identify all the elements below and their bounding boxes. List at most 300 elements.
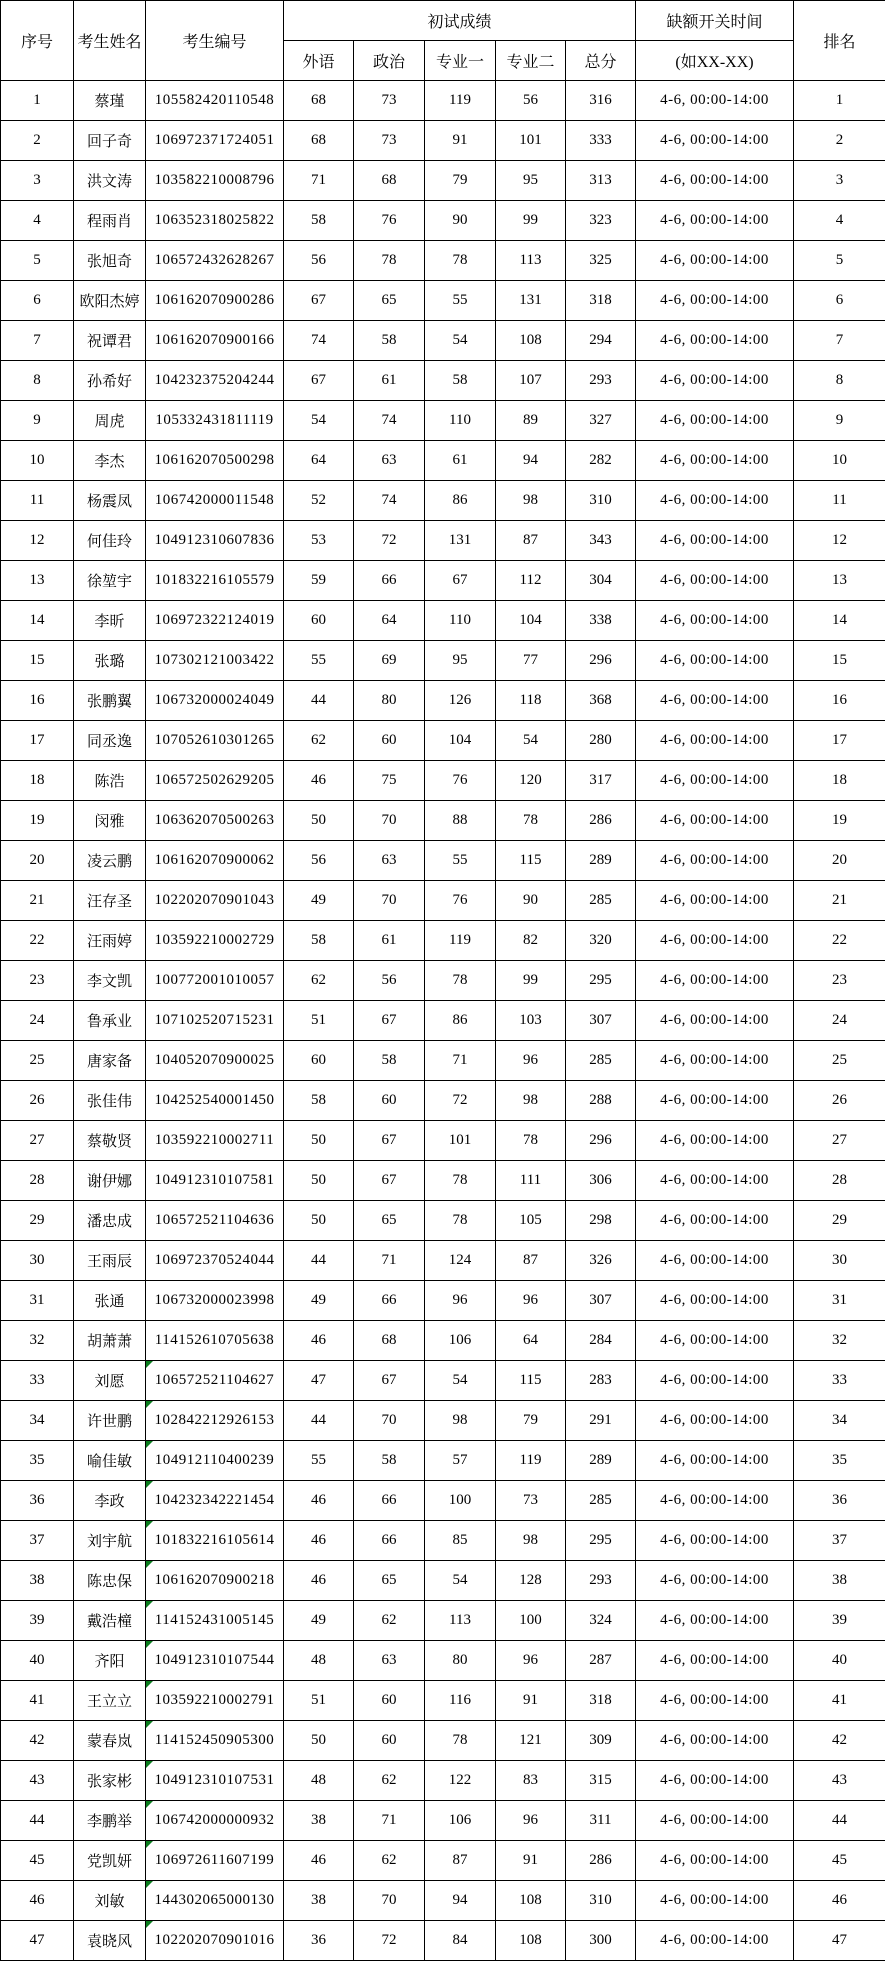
cell-total: 298 (566, 1201, 636, 1241)
cell-name: 闵雅 (74, 801, 146, 841)
cell-major1: 86 (425, 1001, 496, 1041)
cell-index: 3 (1, 161, 74, 201)
cell-name: 张璐 (74, 641, 146, 681)
cell-time: 4-6, 00:00-14:00 (636, 881, 794, 921)
cell-rank: 26 (794, 1081, 885, 1121)
cell-id: 106572432628267 (146, 241, 284, 281)
cell-id: 102202070901016 (146, 1921, 284, 1961)
cell-total: 316 (566, 81, 636, 121)
header-total: 总分 (566, 41, 636, 81)
cell-time: 4-6, 00:00-14:00 (636, 1841, 794, 1881)
cell-total: 295 (566, 1521, 636, 1561)
cell-id: 107302121003422 (146, 641, 284, 681)
cell-major1: 124 (425, 1241, 496, 1281)
cell-rank: 19 (794, 801, 885, 841)
cell-foreign: 49 (284, 1601, 354, 1641)
cell-rank: 33 (794, 1361, 885, 1401)
header-major-2: 专业二 (496, 41, 566, 81)
cell-rank: 7 (794, 321, 885, 361)
cell-name: 欧阳杰婷 (74, 281, 146, 321)
cell-index: 44 (1, 1801, 74, 1841)
cell-major2: 99 (496, 961, 566, 1001)
cell-id: 100772001010057 (146, 961, 284, 1001)
cell-index: 40 (1, 1641, 74, 1681)
cell-rank: 8 (794, 361, 885, 401)
cell-politics: 65 (354, 281, 425, 321)
cell-name: 汪雨婷 (74, 921, 146, 961)
cell-name: 何佳玲 (74, 521, 146, 561)
cell-total: 311 (566, 1801, 636, 1841)
header-row-1 (1, 1, 885, 41)
table-row (1, 761, 885, 801)
cell-politics: 62 (354, 1601, 425, 1641)
table-row (1, 1361, 885, 1401)
cell-rank: 28 (794, 1161, 885, 1201)
cell-rank: 37 (794, 1521, 885, 1561)
cell-id: 106162070900166 (146, 321, 284, 361)
cell-rank: 41 (794, 1681, 885, 1721)
header-major-1: 专业一 (425, 41, 496, 81)
cell-rank: 34 (794, 1401, 885, 1441)
cell-id: 106972611607199 (146, 1841, 284, 1881)
cell-id: 101832216105579 (146, 561, 284, 601)
cell-major2: 96 (496, 1281, 566, 1321)
cell-politics: 60 (354, 1081, 425, 1121)
cell-id: 106572521104636 (146, 1201, 284, 1241)
cell-major1: 126 (425, 681, 496, 721)
cell-major2: 78 (496, 1121, 566, 1161)
cell-politics: 66 (354, 561, 425, 601)
cell-major1: 76 (425, 881, 496, 921)
cell-total: 310 (566, 1881, 636, 1921)
cell-foreign: 44 (284, 1401, 354, 1441)
table-row (1, 561, 885, 601)
cell-name: 杨震凤 (74, 481, 146, 521)
cell-time: 4-6, 00:00-14:00 (636, 121, 794, 161)
cell-total: 343 (566, 521, 636, 561)
cell-time: 4-6, 00:00-14:00 (636, 921, 794, 961)
cell-foreign: 67 (284, 281, 354, 321)
header-politics: 政治 (354, 41, 425, 81)
cell-name: 孙希好 (74, 361, 146, 401)
table-row (1, 481, 885, 521)
cell-time: 4-6, 00:00-14:00 (636, 1441, 794, 1481)
cell-id: 144302065000130 (146, 1881, 284, 1921)
cell-politics: 71 (354, 1241, 425, 1281)
cell-id: 103592210002791 (146, 1681, 284, 1721)
cell-politics: 65 (354, 1561, 425, 1601)
cell-index: 30 (1, 1241, 74, 1281)
cell-major1: 79 (425, 161, 496, 201)
cell-time: 4-6, 00:00-14:00 (636, 1001, 794, 1041)
cell-id: 114152610705638 (146, 1321, 284, 1361)
cell-id: 106742000011548 (146, 481, 284, 521)
cell-total: 318 (566, 1681, 636, 1721)
cell-major2: 73 (496, 1481, 566, 1521)
cell-politics: 67 (354, 1161, 425, 1201)
cell-total: 325 (566, 241, 636, 281)
cell-total: 286 (566, 1841, 636, 1881)
cell-major2: 101 (496, 121, 566, 161)
cell-time: 4-6, 00:00-14:00 (636, 1241, 794, 1281)
cell-index: 11 (1, 481, 74, 521)
cell-index: 22 (1, 921, 74, 961)
cell-name: 刘敏 (74, 1881, 146, 1921)
cell-politics: 78 (354, 241, 425, 281)
cell-index: 42 (1, 1721, 74, 1761)
cell-major2: 128 (496, 1561, 566, 1601)
cell-politics: 70 (354, 801, 425, 841)
cell-politics: 66 (354, 1281, 425, 1321)
cell-rank: 2 (794, 121, 885, 161)
cell-rank: 45 (794, 1841, 885, 1881)
table-row (1, 1321, 885, 1361)
cell-name: 张家彬 (74, 1761, 146, 1801)
cell-foreign: 74 (284, 321, 354, 361)
cell-major2: 107 (496, 361, 566, 401)
cell-major1: 78 (425, 241, 496, 281)
cell-id: 106972370524044 (146, 1241, 284, 1281)
cell-major2: 91 (496, 1841, 566, 1881)
cell-major2: 108 (496, 1921, 566, 1961)
cell-foreign: 46 (284, 1481, 354, 1521)
cell-total: 296 (566, 1121, 636, 1161)
cell-id: 105582420110548 (146, 81, 284, 121)
table-row (1, 1121, 885, 1161)
cell-corner-marker-icon (146, 1361, 153, 1368)
cell-corner-marker-icon (146, 1481, 153, 1488)
cell-name: 党凯妍 (74, 1841, 146, 1881)
cell-major2: 99 (496, 201, 566, 241)
cell-name: 回子奇 (74, 121, 146, 161)
cell-corner-marker-icon (146, 1921, 153, 1928)
cell-politics: 76 (354, 201, 425, 241)
cell-total: 313 (566, 161, 636, 201)
cell-major2: 115 (496, 1361, 566, 1401)
cell-major1: 91 (425, 121, 496, 161)
cell-name: 陈忠保 (74, 1561, 146, 1601)
cell-major2: 98 (496, 1081, 566, 1121)
cell-index: 37 (1, 1521, 74, 1561)
cell-politics: 60 (354, 1721, 425, 1761)
cell-id: 104252540001450 (146, 1081, 284, 1121)
header-index: 序号 (1, 1, 74, 81)
cell-id: 106732000023998 (146, 1281, 284, 1321)
cell-politics: 70 (354, 1881, 425, 1921)
cell-index: 39 (1, 1601, 74, 1641)
table-row (1, 321, 885, 361)
cell-politics: 74 (354, 401, 425, 441)
cell-foreign: 51 (284, 1681, 354, 1721)
cell-total: 286 (566, 801, 636, 841)
table-row (1, 1841, 885, 1881)
cell-politics: 68 (354, 1321, 425, 1361)
cell-major1: 55 (425, 281, 496, 321)
cell-name: 王立立 (74, 1681, 146, 1721)
cell-major2: 105 (496, 1201, 566, 1241)
cell-corner-marker-icon (146, 1881, 153, 1888)
cell-major2: 94 (496, 441, 566, 481)
cell-corner-marker-icon (146, 1401, 153, 1408)
cell-politics: 65 (354, 1201, 425, 1241)
cell-rank: 46 (794, 1881, 885, 1921)
cell-name: 李杰 (74, 441, 146, 481)
cell-index: 35 (1, 1441, 74, 1481)
cell-major2: 78 (496, 801, 566, 841)
header-rank: 排名 (794, 1, 885, 81)
cell-name: 汪存圣 (74, 881, 146, 921)
cell-major2: 91 (496, 1681, 566, 1721)
cell-major1: 98 (425, 1401, 496, 1441)
cell-id: 101832216105614 (146, 1521, 284, 1561)
cell-politics: 72 (354, 521, 425, 561)
cell-id: 103592210002729 (146, 921, 284, 961)
cell-politics: 60 (354, 1681, 425, 1721)
cell-time: 4-6, 00:00-14:00 (636, 321, 794, 361)
cell-time: 4-6, 00:00-14:00 (636, 1321, 794, 1361)
cell-major1: 57 (425, 1441, 496, 1481)
cell-politics: 67 (354, 1121, 425, 1161)
cell-politics: 80 (354, 681, 425, 721)
cell-major1: 122 (425, 1761, 496, 1801)
cell-total: 307 (566, 1281, 636, 1321)
cell-rank: 10 (794, 441, 885, 481)
cell-rank: 42 (794, 1721, 885, 1761)
cell-total: 295 (566, 961, 636, 1001)
cell-rank: 21 (794, 881, 885, 921)
cell-politics: 70 (354, 881, 425, 921)
cell-name: 唐家备 (74, 1041, 146, 1081)
cell-index: 9 (1, 401, 74, 441)
cell-id: 102842212926153 (146, 1401, 284, 1441)
cell-time: 4-6, 00:00-14:00 (636, 1121, 794, 1161)
table-row (1, 1001, 885, 1041)
table-row (1, 1641, 885, 1681)
cell-politics: 70 (354, 1401, 425, 1441)
cell-total: 280 (566, 721, 636, 761)
cell-index: 17 (1, 721, 74, 761)
header-time-line2: (如XX-XX) (636, 41, 794, 81)
cell-id: 106162070500298 (146, 441, 284, 481)
cell-major2: 89 (496, 401, 566, 441)
cell-foreign: 56 (284, 841, 354, 881)
cell-time: 4-6, 00:00-14:00 (636, 1761, 794, 1801)
cell-total: 289 (566, 1441, 636, 1481)
cell-major1: 84 (425, 1921, 496, 1961)
cell-rank: 30 (794, 1241, 885, 1281)
table-row (1, 281, 885, 321)
cell-rank: 18 (794, 761, 885, 801)
cell-rank: 38 (794, 1561, 885, 1601)
cell-foreign: 68 (284, 81, 354, 121)
cell-major2: 108 (496, 1881, 566, 1921)
cell-total: 338 (566, 601, 636, 641)
cell-major1: 78 (425, 961, 496, 1001)
cell-rank: 15 (794, 641, 885, 681)
cell-major2: 98 (496, 1521, 566, 1561)
cell-index: 45 (1, 1841, 74, 1881)
cell-name: 齐阳 (74, 1641, 146, 1681)
cell-major1: 113 (425, 1601, 496, 1641)
cell-time: 4-6, 00:00-14:00 (636, 1401, 794, 1441)
cell-total: 310 (566, 481, 636, 521)
cell-major1: 110 (425, 601, 496, 641)
table-row (1, 1881, 885, 1921)
cell-time: 4-6, 00:00-14:00 (636, 81, 794, 121)
header-candidate-name: 考生姓名 (74, 1, 146, 81)
cell-index: 23 (1, 961, 74, 1001)
cell-corner-marker-icon (146, 1561, 153, 1568)
cell-index: 34 (1, 1401, 74, 1441)
cell-time: 4-6, 00:00-14:00 (636, 241, 794, 281)
table-row (1, 801, 885, 841)
cell-major1: 106 (425, 1321, 496, 1361)
cell-major1: 55 (425, 841, 496, 881)
cell-foreign: 71 (284, 161, 354, 201)
cell-time: 4-6, 00:00-14:00 (636, 841, 794, 881)
cell-time: 4-6, 00:00-14:00 (636, 201, 794, 241)
cell-id: 103592210002711 (146, 1121, 284, 1161)
cell-time: 4-6, 00:00-14:00 (636, 1361, 794, 1401)
cell-name: 潘忠成 (74, 1201, 146, 1241)
table-row (1, 1921, 885, 1961)
cell-major2: 54 (496, 721, 566, 761)
cell-total: 288 (566, 1081, 636, 1121)
cell-major1: 54 (425, 321, 496, 361)
cell-total: 287 (566, 1641, 636, 1681)
cell-major2: 120 (496, 761, 566, 801)
cell-time: 4-6, 00:00-14:00 (636, 1201, 794, 1241)
cell-major1: 95 (425, 641, 496, 681)
cell-politics: 68 (354, 161, 425, 201)
table-row (1, 201, 885, 241)
cell-name: 程雨肖 (74, 201, 146, 241)
cell-foreign: 62 (284, 961, 354, 1001)
cell-id: 102202070901043 (146, 881, 284, 921)
cell-rank: 5 (794, 241, 885, 281)
cell-major2: 82 (496, 921, 566, 961)
cell-major1: 85 (425, 1521, 496, 1561)
cell-major1: 80 (425, 1641, 496, 1681)
cell-foreign: 49 (284, 1281, 354, 1321)
cell-name: 周虎 (74, 401, 146, 441)
cell-index: 6 (1, 281, 74, 321)
cell-major1: 104 (425, 721, 496, 761)
cell-time: 4-6, 00:00-14:00 (636, 361, 794, 401)
cell-time: 4-6, 00:00-14:00 (636, 1481, 794, 1521)
cell-major1: 86 (425, 481, 496, 521)
cell-major1: 87 (425, 1841, 496, 1881)
cell-major1: 100 (425, 1481, 496, 1521)
cell-id: 104912110400239 (146, 1441, 284, 1481)
cell-foreign: 64 (284, 441, 354, 481)
cell-major2: 119 (496, 1441, 566, 1481)
cell-rank: 25 (794, 1041, 885, 1081)
table-row (1, 1761, 885, 1801)
cell-index: 38 (1, 1561, 74, 1601)
cell-major1: 94 (425, 1881, 496, 1921)
cell-politics: 60 (354, 721, 425, 761)
cell-rank: 43 (794, 1761, 885, 1801)
cell-name: 徐堃宇 (74, 561, 146, 601)
cell-time: 4-6, 00:00-14:00 (636, 401, 794, 441)
cell-politics: 56 (354, 961, 425, 1001)
cell-id: 106572521104627 (146, 1361, 284, 1401)
cell-rank: 4 (794, 201, 885, 241)
table-row (1, 681, 885, 721)
cell-foreign: 52 (284, 481, 354, 521)
cell-total: 294 (566, 321, 636, 361)
cell-major2: 111 (496, 1161, 566, 1201)
cell-name: 蒙春岚 (74, 1721, 146, 1761)
table-header (1, 1, 885, 81)
cell-total: 326 (566, 1241, 636, 1281)
cell-major1: 76 (425, 761, 496, 801)
cell-time: 4-6, 00:00-14:00 (636, 1921, 794, 1961)
table-row (1, 1241, 885, 1281)
cell-major1: 54 (425, 1561, 496, 1601)
cell-foreign: 62 (284, 721, 354, 761)
cell-time: 4-6, 00:00-14:00 (636, 681, 794, 721)
cell-corner-marker-icon (146, 1601, 153, 1608)
cell-name: 张旭奇 (74, 241, 146, 281)
cell-id: 107102520715231 (146, 1001, 284, 1041)
cell-rank: 39 (794, 1601, 885, 1641)
cell-index: 18 (1, 761, 74, 801)
cell-major2: 95 (496, 161, 566, 201)
cell-major1: 131 (425, 521, 496, 561)
cell-rank: 27 (794, 1121, 885, 1161)
cell-politics: 63 (354, 1641, 425, 1681)
cell-id: 106742000000932 (146, 1801, 284, 1841)
cell-id: 114152450905300 (146, 1721, 284, 1761)
cell-major1: 119 (425, 81, 496, 121)
table-row (1, 1161, 885, 1201)
cell-politics: 58 (354, 1041, 425, 1081)
cell-index: 36 (1, 1481, 74, 1521)
cell-name: 喻佳敏 (74, 1441, 146, 1481)
cell-foreign: 55 (284, 641, 354, 681)
cell-corner-marker-icon (146, 1721, 153, 1728)
cell-name: 同丞逸 (74, 721, 146, 761)
cell-name: 王雨辰 (74, 1241, 146, 1281)
cell-index: 5 (1, 241, 74, 281)
cell-index: 31 (1, 1281, 74, 1321)
cell-major1: 96 (425, 1281, 496, 1321)
cell-rank: 40 (794, 1641, 885, 1681)
cell-index: 46 (1, 1881, 74, 1921)
cell-major1: 101 (425, 1121, 496, 1161)
cell-politics: 67 (354, 1001, 425, 1041)
cell-major2: 79 (496, 1401, 566, 1441)
cell-foreign: 46 (284, 1321, 354, 1361)
cell-id: 104912310107581 (146, 1161, 284, 1201)
cell-major2: 103 (496, 1001, 566, 1041)
cell-total: 315 (566, 1761, 636, 1801)
cell-id: 105332431811119 (146, 401, 284, 441)
cell-total: 285 (566, 1041, 636, 1081)
cell-index: 32 (1, 1321, 74, 1361)
cell-foreign: 58 (284, 201, 354, 241)
cell-time: 4-6, 00:00-14:00 (636, 1081, 794, 1121)
cell-rank: 14 (794, 601, 885, 641)
table-row (1, 961, 885, 1001)
cell-rank: 6 (794, 281, 885, 321)
cell-politics: 61 (354, 361, 425, 401)
cell-major2: 87 (496, 1241, 566, 1281)
cell-total: 293 (566, 1561, 636, 1601)
cell-politics: 74 (354, 481, 425, 521)
